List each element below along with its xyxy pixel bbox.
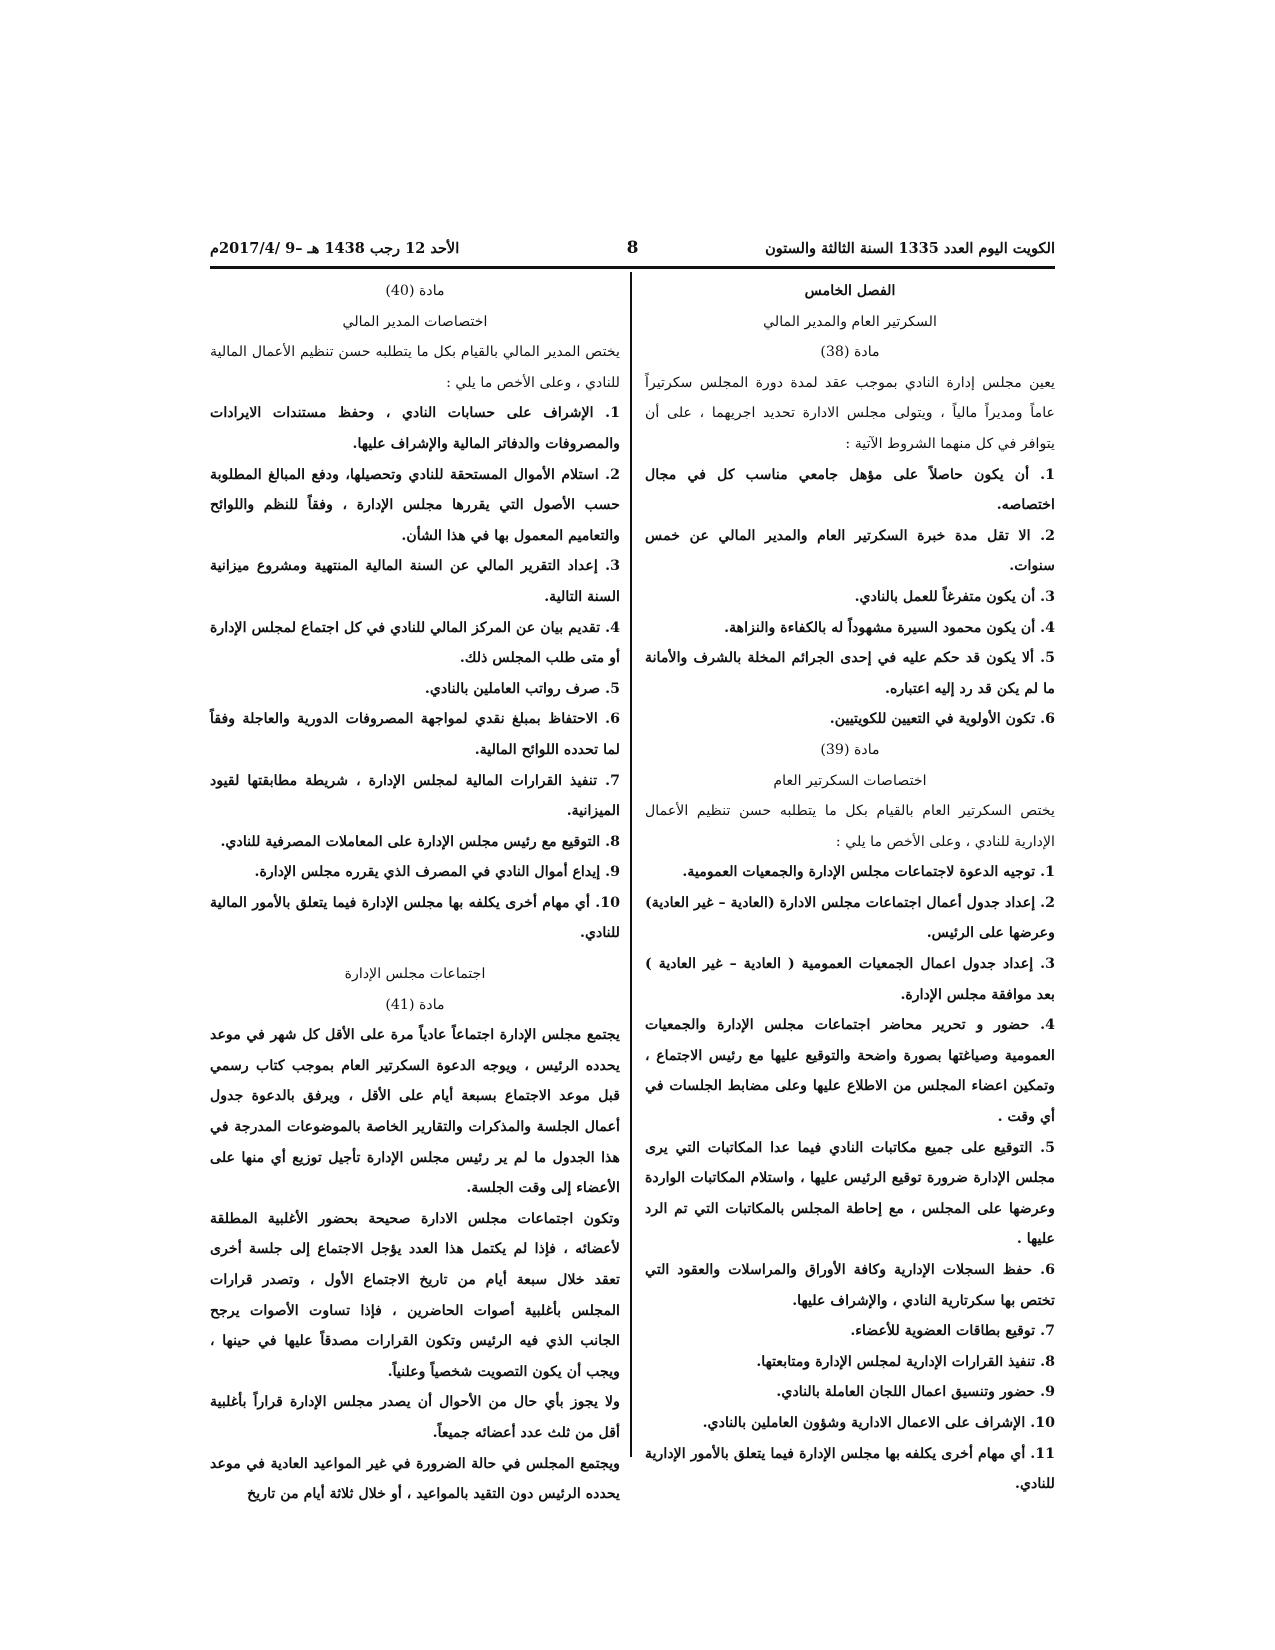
list-item-number: 11.: [1030, 1445, 1055, 1462]
list-item-text: تكون الأولوية في التعيين للكويتيين.: [829, 711, 1036, 728]
list-item: [210, 857, 620, 888]
list-item-text: إعداد جدول اعمال الجمعيات العمومية ( العادية – غير العادية ) بعد موافقة مجلس الإدارة.: [645, 956, 1055, 1003]
list-item: [645, 1010, 1055, 1132]
list-item: [210, 398, 620, 459]
list-item-number: 8.: [605, 833, 620, 850]
article-41-paragraph-4: ويجتمع المجلس في حالة الضرورة في غير المواعيد العادية في موعد يحدده الرئيس دون التقيد بالمواعيد ، أو خلال ثلاثة أيام من تاريخ: [210, 1455, 620, 1503]
article-40-list: [210, 398, 620, 949]
list-item: [210, 827, 620, 858]
list-item-number: 4.: [1040, 1017, 1055, 1034]
list-item-number: 8.: [1040, 1353, 1055, 1370]
list-item-number: 5.: [605, 680, 620, 697]
article-39-intro: يختص السكرتير العام بالقيام بكل ما يتطلبه حسن تنظيم الأعمال الإدارية للنادي ، وعلى الأخص ما يلي :: [645, 803, 1055, 850]
column-divider: [630, 272, 632, 1457]
list-item: [645, 1255, 1055, 1316]
list-item: [210, 613, 620, 674]
list-item-number: 5.: [1040, 1139, 1055, 1156]
list-item-text: أن يكون متفرغاً للعمل بالنادي.: [854, 588, 1036, 605]
list-item-number: 9.: [1040, 1384, 1055, 1401]
list-item-number: 1.: [605, 405, 620, 422]
list-item-number: 10.: [595, 894, 620, 911]
list-item-text: حفظ السجلات الإدارية وكافة الأوراق والمراسلات والعقود التي تختص بها سكرتارية النادي ، والإشراف عليها.: [645, 1262, 1055, 1309]
list-item-number: 2.: [605, 466, 620, 483]
list-item: [645, 1316, 1055, 1347]
article-38-intro: يعين مجلس إدارة النادي بموجب عقد لمدة دورة المجلس سكرتيراً عاماً ومديراً مالياً ، ويتولى مجلس الادارة تحديد اجريهما ، على أن يتوافر في كل منهما الشروط الآتية :: [645, 374, 1055, 452]
article-38-title: مادة (38): [820, 344, 880, 361]
list-item-number: 4.: [605, 619, 620, 636]
list-item-number: 1.: [1040, 466, 1055, 483]
list-item-text: تنفيذ القرارات المالية لمجلس الإدارة ، شريطة مطابقتها لقيود الميزانية.: [210, 772, 620, 820]
list-item: [645, 1408, 1055, 1439]
list-item-number: 4.: [1040, 619, 1055, 636]
list-item-number: 10.: [1030, 1414, 1055, 1431]
list-item: [645, 613, 1055, 644]
list-item-number: 1.: [1040, 864, 1055, 881]
article-41-paragraph-2: وتكون اجتماعات مجلس الادارة صحيحة بحضور الأغلبية المطلقة لأعضائه ، فإذا لم يكتمل هذا العدد يؤجل الاجتماع إلى جلسة أخرى تعقد خلال سبعة أيام من تاريخ الاجتماع الأول ، وتصدر قرارات المجلس بأغلبية أصوات الحاضرين ، فإذا تساوت الأصوات يرجح الجانب الذي فيه الرئيس وتكون القرارات مصدقاً عليها في حينها ، ويجب أن يكون التصويت شخصياً وعلنياً.: [210, 1210, 620, 1380]
list-item: [210, 888, 620, 949]
article-38-list: [645, 460, 1055, 735]
list-item-text: توجيه الدعوة لاجتماعات مجلس الإدارة والجمعيات العمومية.: [682, 864, 1036, 881]
list-item-text: التوقيع مع رئيس مجلس الإدارة على المعاملات المصرفية للنادي.: [220, 833, 601, 850]
list-item-text: أي مهام أخرى يكلفه بها مجلس الإدارة فيما يتعلق بالأمور الإدارية للنادي.: [645, 1445, 1055, 1493]
list-item-text: أن يكون محمود السيرة مشهوداً له بالكفاءة والنزاهة.: [724, 619, 1036, 636]
list-item-text: تنفيذ القرارات الإدارية لمجلس الإدارة ومتابعتها.: [756, 1353, 1036, 1370]
list-item-number: 6.: [1040, 1262, 1055, 1278]
list-item: [645, 582, 1055, 613]
header-issue: الكويت اليوم العدد 1335 السنة الثالثة والستون: [765, 240, 1055, 257]
list-item-number: 6.: [605, 711, 620, 728]
list-item-text: أن يكون حاصلاً على مؤهل جامعي مناسب كل في مجال اختصاصه.: [645, 466, 1055, 514]
list-item: [645, 1377, 1055, 1408]
list-item-text: الإشراف على حسابات النادي ، وحفظ مستندات الايرادات والمصروفات والدفاتر المالية والإشراف عليها.: [210, 405, 620, 452]
chapter-title: السكرتير العام والمدير المالي: [763, 313, 937, 330]
list-item: [645, 857, 1055, 888]
list-item-text: الإشراف على الاعمال الادارية وشؤون العاملين بالنادي.: [702, 1414, 1026, 1431]
list-item: [645, 949, 1055, 1010]
list-item-number: 2.: [1040, 527, 1055, 544]
list-item: [210, 766, 620, 827]
list-item-number: 3.: [1040, 588, 1055, 605]
list-item-text: الا تقل مدة خبرة السكرتير العام والمدير المالي عن خمس سنوات.: [645, 527, 1055, 575]
header-rule: [210, 266, 1055, 269]
list-item-number: 3.: [1040, 956, 1055, 973]
list-item-number: 9.: [605, 864, 620, 881]
list-item: [645, 704, 1055, 735]
article-39-list: [645, 857, 1055, 1499]
article-41-paragraph-1: يجتمع مجلس الإدارة اجتماعاً عادياً مرة على الأقل كل شهر في موعد يحدده الرئيس ، ويوجه الدعوة السكرتير العام بموجب كتاب رسمي قبل موعد الاجتماع بسبعة أيام على الأقل ، ويرفق بالدعوة جدول أعمال الجلسة والمذكرات والتقارير الخاصة بالموضوعات المدرجة في هذا الجدول ما لم ير رئيس مجلس الإدارة تأجيل توزيع أي منها على الأعضاء إلى وقت الجلسة.: [210, 1027, 620, 1197]
header-date: الأحد 12 رجب 1438 هـ –9 /2017/4م: [210, 240, 460, 257]
meetings-heading: اجتماعات مجلس الإدارة: [344, 966, 486, 983]
list-item: [645, 1133, 1055, 1255]
list-item-text: إعداد التقرير المالي عن السنة المالية المنتهية ومشروع ميزانية السنة التالية.: [210, 558, 620, 605]
page-number: 8: [626, 238, 639, 258]
list-item: [210, 704, 620, 765]
list-item-number: 7.: [1040, 1323, 1055, 1340]
list-item: [645, 888, 1055, 949]
article-40-title: مادة (40): [385, 283, 445, 299]
list-item: [645, 460, 1055, 521]
list-item-text: التوقيع على جميع مكاتبات النادي فيما عدا المكاتبات التي يرى مجلس الإدارة ضرورة توقيع الرئيس عليها ، واستلام المكاتبات الواردة وعرضها على المجلس ، مع إحاطة المجلس بالمكاتبات التي تم الرد عليها .: [645, 1139, 1055, 1248]
list-item-text: إيداع أموال النادي في المصرف الذي يقرره مجلس الإدارة.: [254, 864, 601, 881]
list-item-text: إعداد جدول أعمال اجتماعات مجلس الادارة (العادية – غير العادية) وعرضها على الرئيس.: [645, 894, 1055, 942]
list-item-text: استلام الأموال المستحقة للنادي وتحصيلها، ودفع المبالغ المطلوبة حسب الأصول التي يقررها مجلس الإدارة ، وفقاً للنظم واللوائح والتعاميم المعمول بها في هذا الشأن.: [210, 466, 620, 544]
article-41-title: مادة (41): [385, 996, 445, 1013]
list-item-text: ألا يكون قد حكم عليه في إحدى الجرائم المخلة بالشرف والأمانة ما لم يكن قد رد إليه اعتباره.: [645, 650, 1055, 697]
list-item-text: أي مهام أخرى يكلفه بها مجلس الإدارة فيما يتعلق بالأمور المالية للنادي.: [210, 894, 620, 942]
list-item: [645, 643, 1055, 704]
article-39-subtitle: اختصاصات السكرتير العام: [773, 772, 927, 789]
list-item-number: 7.: [605, 772, 620, 789]
list-item-text: تقديم بيان عن المركز المالي للنادي في كل اجتماع لمجلس الإدارة أو متى طلب المجلس ذلك.: [210, 619, 620, 667]
list-item-text: صرف رواتب العاملين بالنادي.: [424, 680, 601, 697]
article-40-subtitle: اختصاصات المدير المالي: [342, 313, 488, 330]
list-item: [645, 1439, 1055, 1500]
article-41-paragraph-3: ولا يجوز بأي حال من الأحوال أن يصدر مجلس الإدارة قراراً بأغلبية أقل من ثلث عدد أعضائه جميعاً.: [210, 1394, 620, 1441]
list-item: [210, 551, 620, 612]
left-column: [210, 276, 620, 1510]
list-item-text: توقيع بطاقات العضوية للأعضاء.: [850, 1323, 1036, 1340]
list-item: [210, 460, 620, 552]
page-header: [210, 240, 1055, 266]
list-item-number: 3.: [605, 558, 620, 575]
list-item: [645, 1347, 1055, 1378]
article-40-intro: يختص المدير المالي بالقيام بكل ما يتطلبه حسن تنظيم الأعمال المالية للنادي ، وعلى الأخص ما يلي :: [210, 344, 620, 391]
list-item-text: الاحتفاظ بمبلغ نقدي لمواجهة المصروفات الدورية والعاجلة وفقاً لما تحدده اللوائح المالية.: [210, 711, 620, 758]
list-item: [210, 674, 620, 705]
list-item-number: 6.: [1040, 711, 1055, 728]
list-item-text: حضور وتنسيق اعمال اللجان العاملة بالنادي.: [776, 1384, 1036, 1401]
chapter-heading: الفصل الخامس: [804, 283, 896, 299]
article-39-title: مادة (39): [820, 741, 880, 758]
right-column: [645, 276, 1055, 1500]
list-item: [645, 521, 1055, 582]
list-item-text: حضور و تحرير محاضر اجتماعات مجلس الإدارة والجمعيات العمومية وصياغتها بصورة واضحة والتوقيع عليها مع رئيس الاجتماع ، وتمكين اعضاء المجلس من الاطلاع عليها وعلى مضابط الجلسات في أي وقت .: [645, 1017, 1055, 1126]
list-item-number: 5.: [1040, 650, 1055, 667]
list-item-number: 2.: [1040, 894, 1055, 911]
